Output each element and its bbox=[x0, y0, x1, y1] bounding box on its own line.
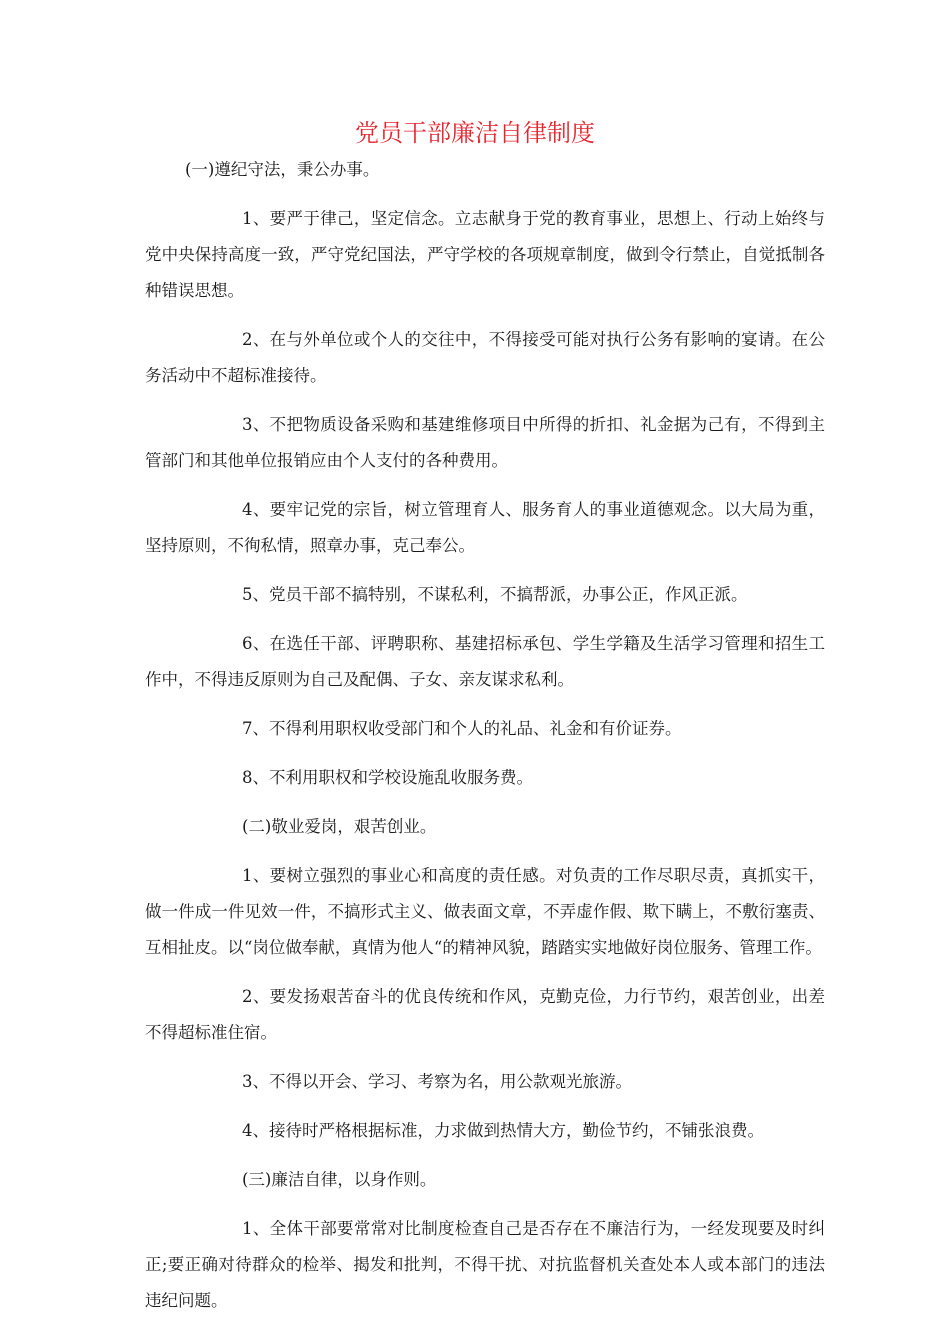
section-heading-3: (三)廉洁自律，以身作则。 bbox=[242, 1170, 437, 1189]
paragraph: 1、要严于律己，坚定信念。立志献身于党的教育事业，思想上、行动上始终与党中央保持高度一致，严守党纪国法，严守学校的各项规章制度，做到令行禁止，自觉抵制各种错误思想。 bbox=[145, 209, 825, 300]
document-title: 党员干部廉洁自律制度 bbox=[355, 119, 595, 147]
paragraph: 4、要牢记党的宗旨，树立管理育人、服务育人的事业道德观念。以大局为重，坚持原则，不徇私情，照章办事，克己奉公。 bbox=[145, 500, 825, 555]
paragraph: 3、不把物质设备采购和基建维修项目中所得的折扣、礼金据为己有，不得到主管部门和其他单位报销应由个人支付的各种费用。 bbox=[145, 415, 825, 470]
paragraph: 4、接待时严格根据标准，力求做到热情大方，勤俭节约，不铺张浪费。 bbox=[242, 1121, 764, 1140]
paragraph: 3、不得以开会、学习、考察为名，用公款观光旅游。 bbox=[242, 1072, 632, 1091]
paragraph: 7、不得利用职权收受部门和个人的礼品、礼金和有价证券。 bbox=[242, 719, 682, 738]
paragraph: 8、不利用职权和学校设施乱收服务费。 bbox=[242, 768, 533, 787]
section-heading-1: (一)遵纪守法，秉公办事。 bbox=[185, 160, 380, 179]
paragraph: 1、要树立强烈的事业心和高度的责任感。对负责的工作尽职尽责，真抓实干，做一件成一件见效一件，不搞形式主义、做表面文章，不弄虚作假、欺下瞒上，不敷衍塞责、互相扯皮。以“岗位做奉献，真情为他人“的精神风貌，踏踏实实地做好岗位服务、管理工作。 bbox=[145, 866, 825, 957]
document-body bbox=[145, 152, 825, 1332]
paragraph: 1、全体干部要常常对比制度检查自己是否存在不廉洁行为，一经发现要及时纠正;要正确对待群众的检举、揭发和批判，不得干扰、对抗监督机关查处本人或本部门的违法违纪问题。 bbox=[145, 1219, 825, 1310]
paragraph: 2、要发扬艰苦奋斗的优良传统和作风，克勤克俭，力行节约，艰苦创业，出差不得超标准住宿。 bbox=[145, 987, 825, 1042]
section-heading-2: (二)敬业爱岗，艰苦创业。 bbox=[242, 817, 437, 836]
paragraph: 2、在与外单位或个人的交往中，不得接受可能对执行公务有影响的宴请。在公务活动中不超标准接待。 bbox=[145, 330, 825, 385]
paragraph: 5、党员干部不搞特别，不谋私利，不搞帮派，办事公正，作风正派。 bbox=[242, 585, 748, 604]
paragraph: 6、在选任干部、评聘职称、基建招标承包、学生学籍及生活学习管理和招生工作中，不得违反原则为自己及配偶、子女、亲友谋求私利。 bbox=[145, 634, 825, 689]
